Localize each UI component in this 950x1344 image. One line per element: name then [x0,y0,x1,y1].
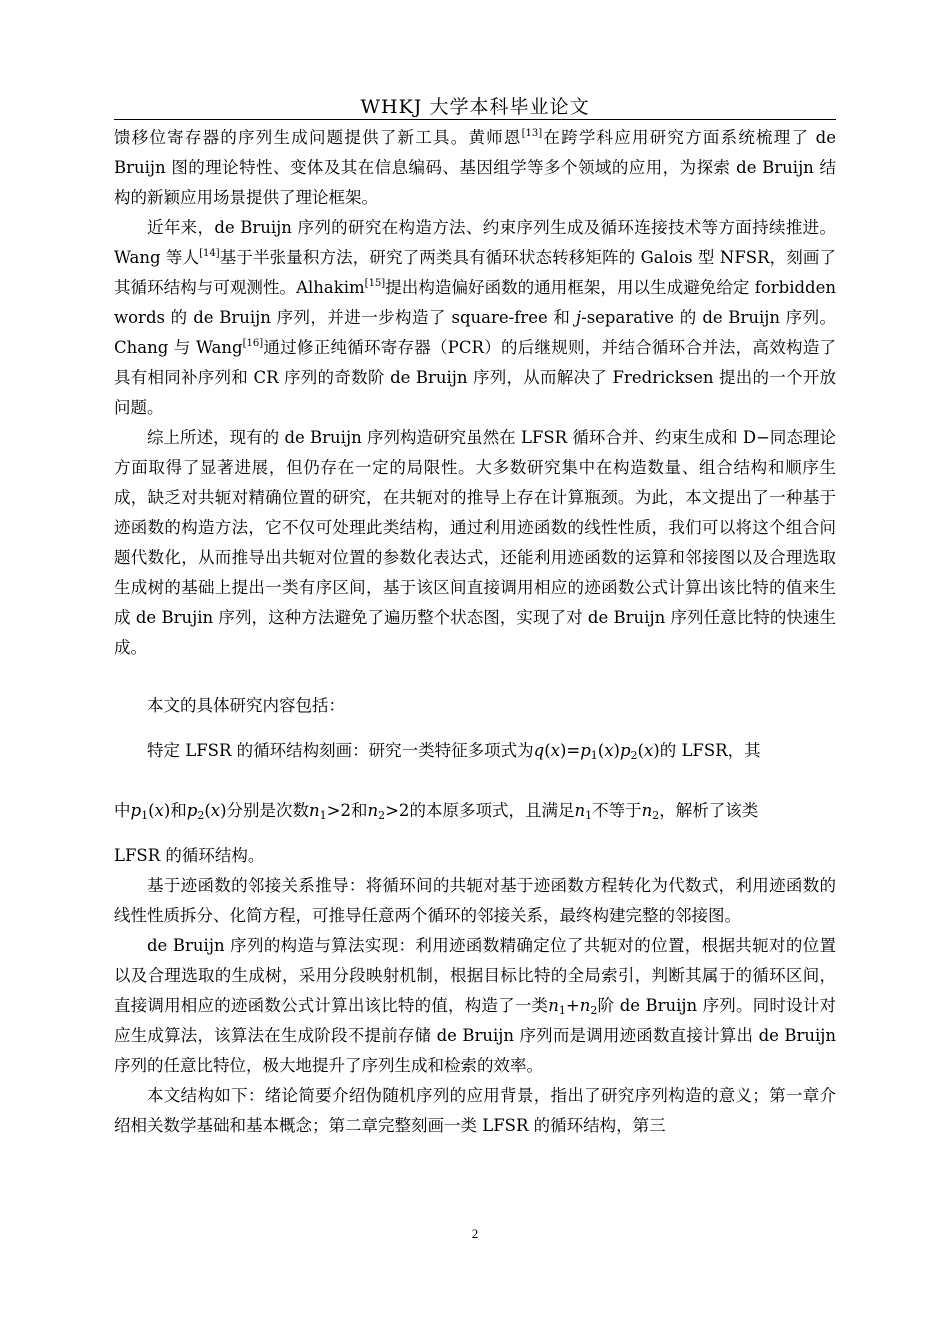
paragraph-structure-overview: 本文结构如下：绪论简要介绍伪随机序列的应用背景，指出了研究序列构造的意义；第一章介绍相关数学基础和基本概念；第二章完整刻画一类 LFSR 的循环结构，第三 [114,1086,836,1135]
math-variable: x [550,741,560,760]
paragraph-lfsr-structure: 特定 LFSR 的循环结构刻画：研究一类特征多项式为$q(x)=p_1(x)p_2(x)$的 LFSR，其 中$p_1(x)$和$p_2(x)$分别是次数$n_1>2$和$n_2>2$的本原多项式，且满足$n_1$不等于$n_2$，解析了该类 [114,741,761,822]
text-segment: 特定 LFSR 的循环结构刻画：研究一类特征多项式为 [147,741,534,760]
paragraph-recent-research [114,213,836,423]
text-segment: -separative 的 de Bruijn 序列。Chang 与 Wang [114,308,836,357]
page-header: WHKJ 大学本科毕业论文 [360,96,590,118]
math-variable: n [309,801,320,820]
text-segment: ，解析了该类 [659,801,759,820]
text-segment: 馈移位寄存器的序列生成问题提供了新工具。黄师恩 [114,128,522,147]
math-variable: n [548,996,559,1015]
citation-ref: [14] [199,248,220,259]
math-subscript: 2 [197,809,205,822]
paragraph-contents-intro: 本文的具体研究内容包括： [147,696,345,715]
math-subscript: 1 [585,809,593,822]
math-variable: q [533,741,545,760]
paragraph-summary: 综上所述，现有的 de Bruijn 序列构造研究虽然在 LFSR 循环合并、约束生成和 D−同态理论方面取得了显著进展，但仍存在一定的局限性。大多数研究集中在构造数量、组合结构和顺序生成，缺乏对共轭对精确位置的研究，在共轭对的推导上存在计算瓶颈。为此，本文提出了一种基于迹函数的构造方法，它不仅可处理此类结构，通过利用迹函数的线性性质，我们可以将这个组合问题代数化，从而推导出共轭对位置的参数化表达式，还能利用迹函数的运算和邻接图以及合理选取生成树的基础上提出一类有序区间，基于该区间直接调用相应的迹函数公式计算出该比特的值来生成 de Brujin 序列，这种方法避免了遍历整个状态图，实现了对 de Bruijn 序列任意比特的快速生成。 [114,428,836,657]
math-subscript: 2 [378,809,386,822]
paragraph-adjacency: 基于迹函数的邻接关系推导：将循环间的共轭对基于迹函数方程转化为代数式，利用迹函数的线性性质拆分、化简方程，可推导任意两个循环的邻接关系，最终构建完整的邻接图。 [114,876,836,925]
text-segment: 通过修正纯循环寄存器（PCR）的后继规则，并结合循环合并法，高效构造了具有相同补序列和 CR 序列的奇数阶 de Bruijn 序列，从而解决了 Fredricksen 提出的一个开放问题。 [114,338,836,417]
paragraph-spacer [114,663,836,691]
math-subscript: 1 [319,809,327,822]
text-segment: 分别是次数 [226,801,309,820]
math-subscript: 1 [590,749,598,762]
math-variable: x [154,801,164,820]
paragraph-lfsr-structure-tail: LFSR 的循环结构。 [114,846,265,865]
math-inequality: >2 [326,801,351,820]
text-segment: 和 [350,801,368,820]
text-segment: 提出构造偏好函数的通用框架，用以生成避免给定 forbidden words 的 de Bruijn 序列，并进一步构造了 square-free 和 [114,278,837,327]
text-segment: 中 [114,801,131,820]
math-operator: = [566,741,581,760]
math-subscript: 2 [630,749,638,762]
text-segment: 的本原多项式，且满足 [409,801,575,820]
math-operator: + [565,996,580,1015]
math-variable: n [367,801,379,820]
math-variable: n [641,801,653,820]
paragraph-continuation [114,123,836,213]
math-subscript: 1 [141,809,149,822]
citation-ref: [16] [242,338,264,349]
text-segment: 和 [170,801,187,820]
text-segment: 基于半张量积方法，研究了两类具有循环状态转移矩阵的 Galois 型 NFSR，刻画了其循环结构与可观测性。Alhakim [114,248,836,297]
text-segment: 阶 de Bruijn 序列。同时设计对应生成算法，该算法在生成阶段不提前存储 de Bruijn 序列而是调用迹函数直接计算出 de Bruijn 序列的任意比特位，极大地提升了序列生成和检索的效率。 [114,996,836,1075]
math-subscript: 1 [558,1004,566,1017]
math-variable: n [579,996,591,1015]
math-variable: p [130,801,142,820]
text-segment: de Bruijn 序列的构造与算法实现：利用迹函数精确定位了共轭对的位置，根据共轭对的位置以及合理选取的生成树，采用分段映射机制，根据目标比特的全局索引，判断其属于的循环区间，直接调用相应的迹函数公式计算出该比特的值，构造了一类 [114,936,836,1015]
citation-ref: [15] [364,278,386,289]
document-body [114,123,836,1141]
page-number: 2 [471,1226,479,1241]
math-variable: x [210,801,221,820]
header-rule [114,119,836,120]
math-variable: p [580,741,591,760]
formula-characteristic-polynomial: $q(x)=p_1(x)p_2(x)$ [533,741,660,762]
math-variable: x [604,741,614,760]
text-segment: 不等于 [592,801,642,820]
math-variable: n [574,801,586,820]
text-segment: 近年来，de Bruijn 序列的研究在构造方法、约束序列生成及循环连接技术等方面持续推进。Wang 等人 [114,218,836,267]
math-subscript: 2 [652,809,660,822]
math-variable: p [186,801,198,820]
text-segment: 的 LFSR，其 [659,741,761,760]
text-segment: 在跨学科应用研究方面系统梳理了 de Bruijn 图的理论特性、变体及其在信息编码、基因组学等多个领域的应用，为探索 de Bruijn 结构的新颖应用场景提供了理论框架。 [114,128,837,207]
paragraph-construction [114,931,836,1081]
math-inequality: >2 [385,801,410,820]
math-variable: j [576,308,582,327]
math-variable: p [619,741,631,760]
math-subscript: 2 [590,1004,598,1017]
math-variable: x [643,741,654,760]
citation-ref: [13] [521,128,543,139]
